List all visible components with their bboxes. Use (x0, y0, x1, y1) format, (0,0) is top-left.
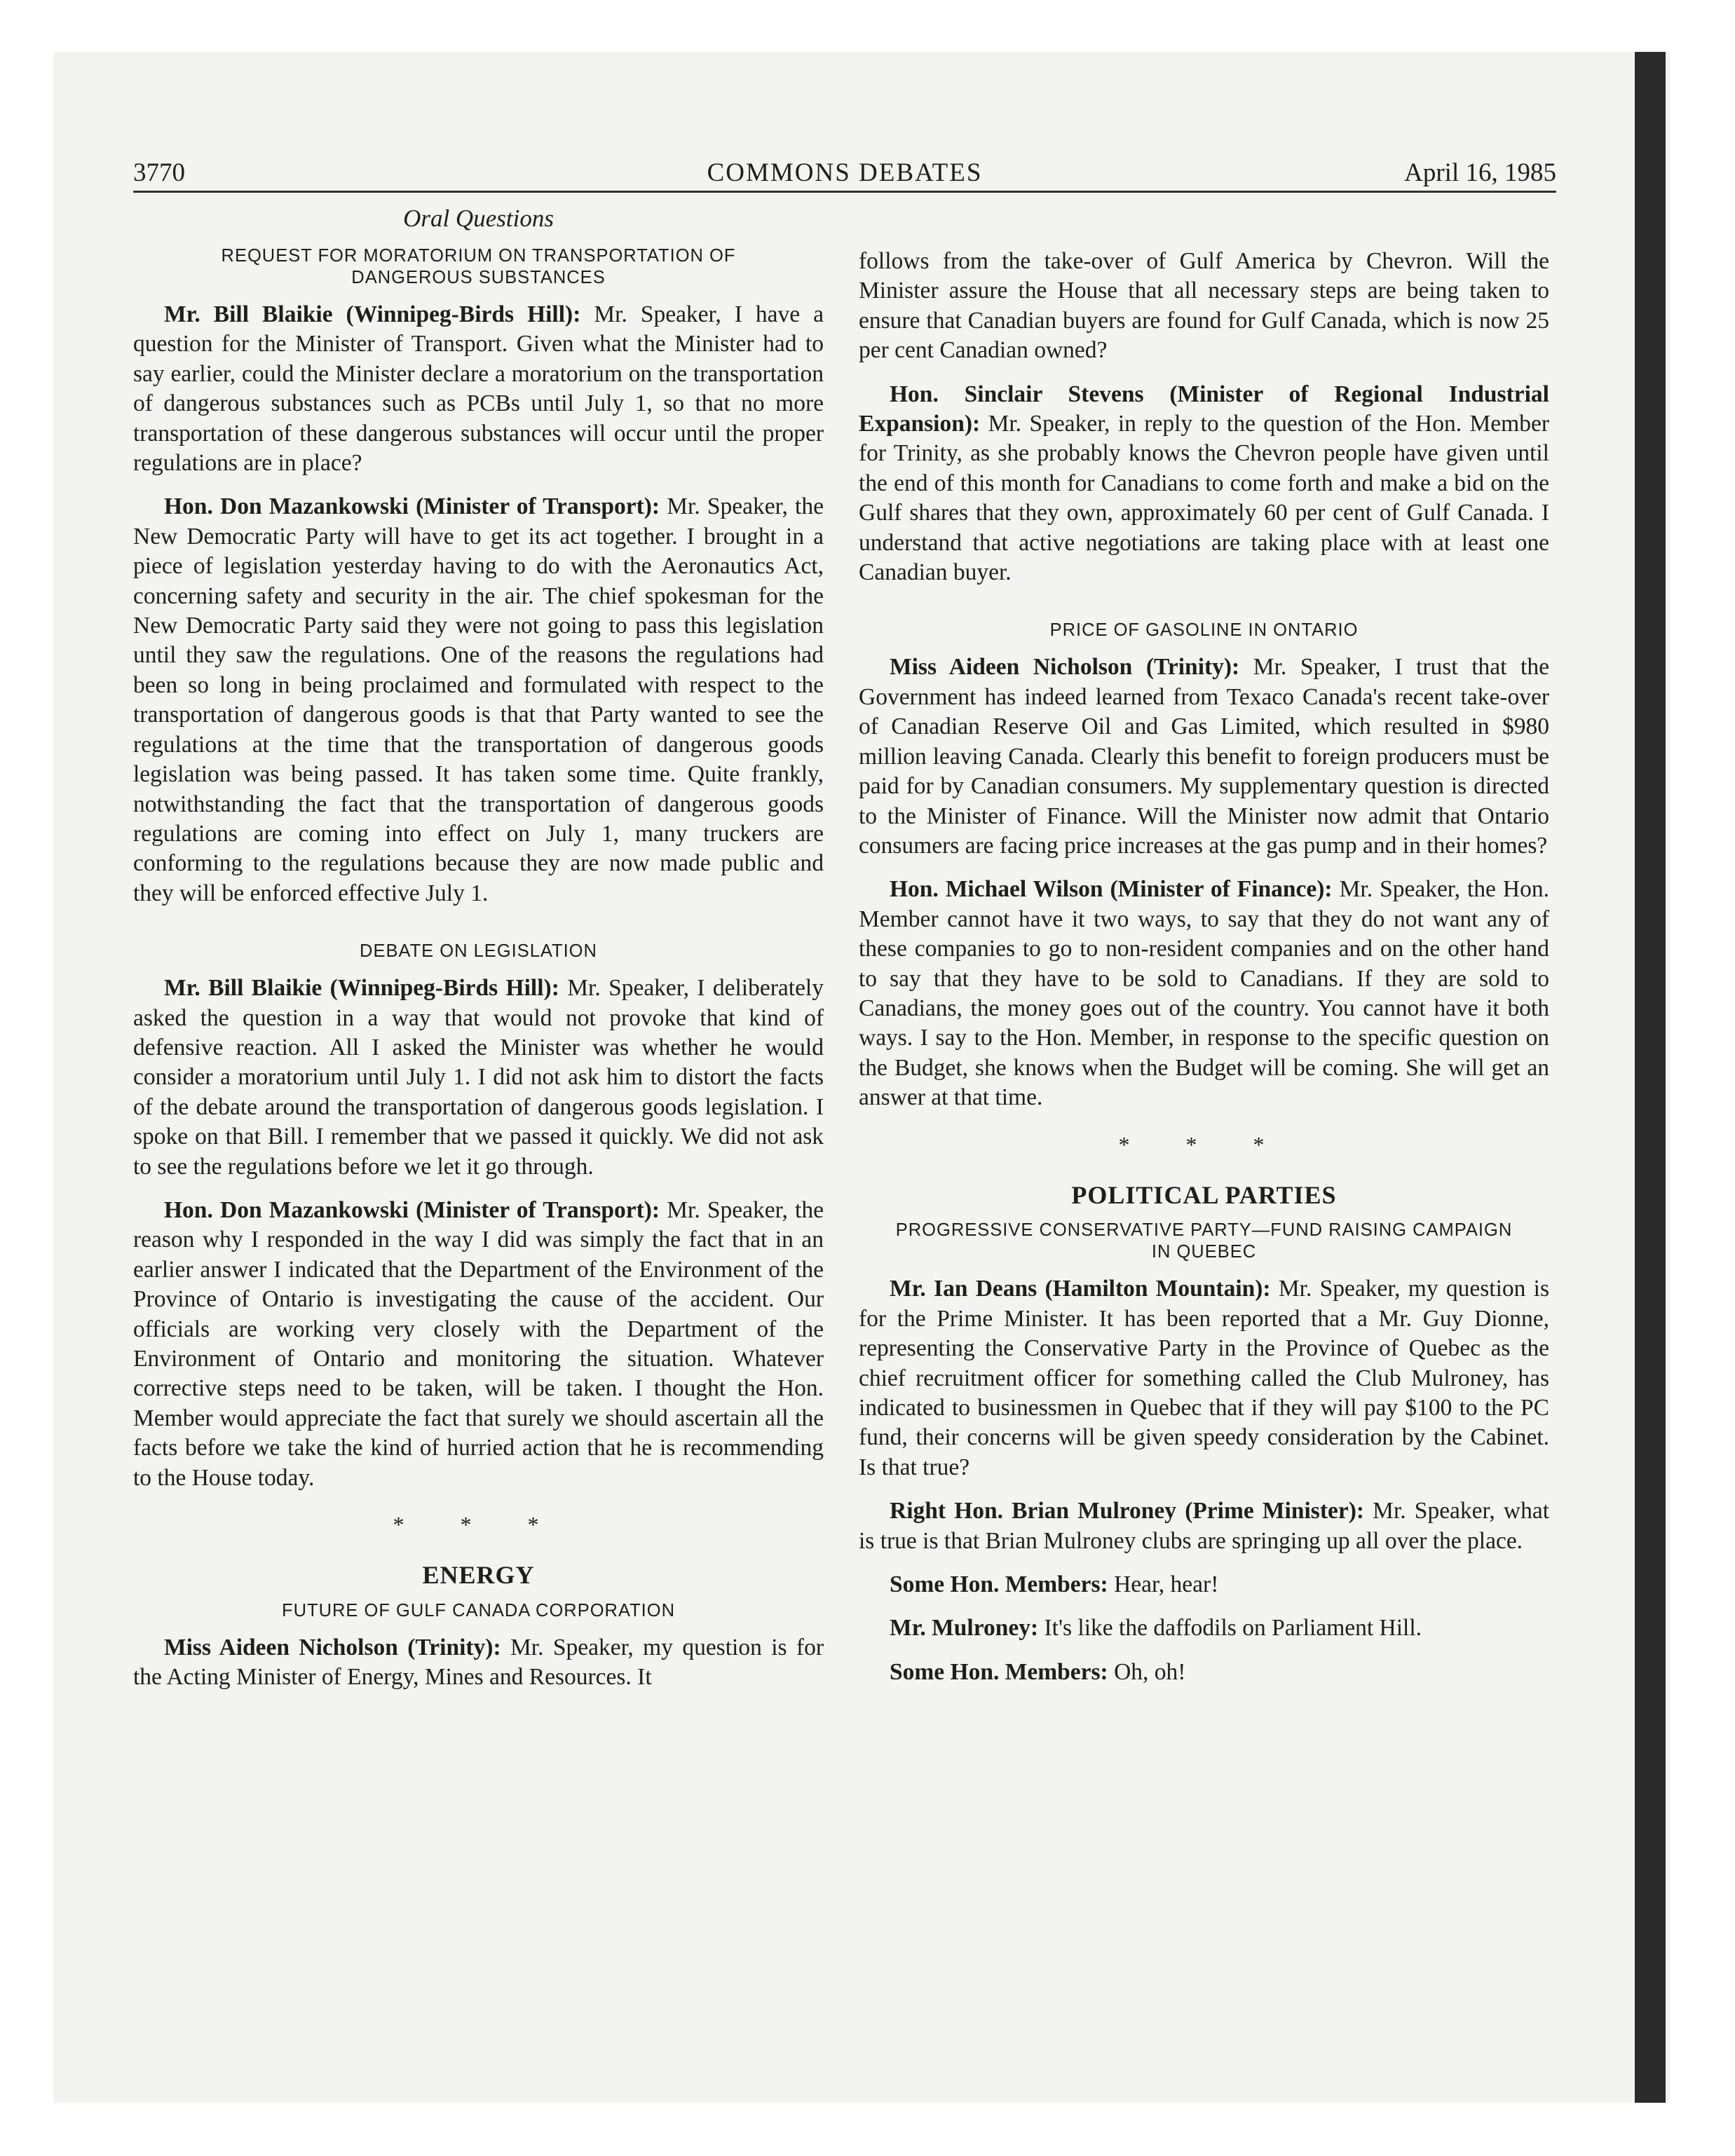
scan-edge-shadow (1635, 52, 1666, 2103)
speaker-name: Right Hon. Brian Mulroney (Prime Minister): (890, 1498, 1365, 1524)
paragraph (133, 1196, 824, 1493)
subheading-fund-raising: PROGRESSIVE CONSERVATIVE PARTY—FUND RAISING CAMPAIGN IN QUEBEC (895, 1220, 1513, 1262)
speaker-name: Hon. Michael Wilson (Minister of Finance): (890, 876, 1333, 903)
paragraph (859, 875, 1549, 1112)
speech-text: Mr. Speaker, my question is for the Prime Minister. It has been reported that a Mr. Guy Dionne, representing the Conservative Party in the Province of Quebec as the chief recruitment officer for something called the Club Mulroney, has indicated to businessmen in Quebec that if they will pay $100 to the PC fund, their concerns will be given speedy consideration by the Cabinet. Is that true? (859, 1276, 1549, 1480)
paragraph (859, 380, 1549, 588)
paragraph (859, 1496, 1549, 1556)
page-number: 3770 (133, 158, 185, 187)
speaker-name: Miss Aideen Nicholson (Trinity): (890, 654, 1240, 681)
paragraph (133, 300, 824, 478)
speech-text: Mr. Speaker, the reason why I responded in the way I did was simply the fact that in an earlier answer I indicated that the Department of the Environment of the Province of Ontario is investigating the cause of the accident. Our officials are working very closely with the Department of the Environment of Ontario and monitoring the situation. Whatever corrective steps need to be taken, will be taken. I thought the Hon. Member would appreciate the fact that surely we should ascertain all the facts before we take the kind of hurried action that he is recommending to the House today. (133, 1196, 824, 1491)
speech-text: Mr. Speaker, the New Democratic Party will have to get its act together. I brought in a piece of legislation yesterday having to do with the Aeronautics Act, concerning safety and security in the air. The chief spokesman for the New Democratic Party said they were not going to pass this legislation until they saw the regulations. One of the reasons the regulations had been so long in being proclaimed and formulated with respect to the transportation of dangerous goods is that that Party wanted to see the regulations at the time that the transportation of dangerous goods legislation was being passed. It has taken some time. Quite frankly, notwithstanding the fact that the transportation of dangerous goods regulations are coming into effect on July 1, many truckers are conforming to the regulations because they are now made public and they will be enforced effective July 1. (133, 493, 824, 906)
left-column (133, 203, 824, 1707)
speech-text: Mr. Speaker, I have a question for the Minister of Transport. Given what the Minister had to say earlier, could the Minister declare a moratorium on the transportation of dangerous substances such as PCBs until July 1, so that no more transportation of these dangerous substances will occur until the proper regulations are in place? (133, 301, 824, 477)
subheading-gulf: FUTURE OF GULF CANADA CORPORATION (282, 1600, 675, 1621)
publication-title: COMMONS DEBATES (707, 158, 983, 187)
speech-text: Mr. Speaker, what is true is that Brian Mulroney clubs are springing up all over the place. (859, 1498, 1550, 1554)
speech-text: Mr. Speaker, in reply to the question of the Hon. Member for Trinity, as she probably knows the Chevron people have given until the end of this month for Canadians to come forth and make a bid on the Gulf shares that they own, approximately 60 per cent of Gulf Canada. I understand that active negotiations are taking place with at least one Canadian buyer. (859, 411, 1549, 586)
speaker-name: Mr. Bill Blaikie (Winnipeg-Birds Hill): (164, 975, 559, 1002)
section-separator: * * * (1118, 1131, 1290, 1157)
paragraph (859, 653, 1549, 861)
heading-political-parties: POLITICAL PARTIES (1071, 1180, 1337, 1209)
paragraph (859, 1570, 1549, 1599)
speaker-name: Hon. Sinclair Stevens (Minister of Regional Industrial Expansion): (859, 381, 1549, 437)
paragraph (859, 1274, 1549, 1482)
subheading-moratorium: REQUEST FOR MORATORIUM ON TRANSPORTATION OF DANGEROUS SUBSTANCES (221, 246, 736, 287)
speech-text: Oh, oh! (1108, 1658, 1186, 1685)
paragraph (133, 1633, 824, 1693)
paragraph (859, 1658, 1549, 1687)
speech-text: Hear, hear! (1108, 1571, 1219, 1598)
right-column (859, 247, 1549, 1701)
section-label: Oral Questions (403, 205, 554, 232)
speech-text: Mr. Speaker, my question is for the Acting Minister of Energy, Mines and Resources. It (133, 1634, 824, 1691)
speech-text: Mr. Speaker, I deliberately asked the question in a way that would not provoke that kind of defensive reaction. All I asked the Minister was whether he would consider a moratorium until July 1. I did not ask him to distort the facts of the debate around the transportation of dangerous goods legislation. I spoke on that Bill. I remember that we passed it quickly. We did not ask to see the regulations before we let it go through. (133, 975, 824, 1180)
paragraph (859, 1613, 1549, 1643)
page-header (133, 156, 1556, 193)
speaker-name: Hon. Don Mazankowski (Minister of Transport): (164, 493, 660, 520)
paragraph (133, 974, 824, 1182)
speech-text: Mr. Speaker, the Hon. Member cannot have it two ways, to say that they do not want any of these companies to go to non-resident companies and on the other hand to say that they have to be sold to Canadians. If they are sold to Canadians, the money goes out of the country. You cannot have it both ways. I say to the Hon. Member, in response to the specific question on the Budget, she knows when the Budget will be coming. She will get an answer at that time. (859, 876, 1549, 1111)
section-separator: * * * (393, 1512, 564, 1538)
speaker-name: Mr. Mulroney: (890, 1615, 1039, 1642)
speech-text: It's like the daffodils on Parliament Hill. (1038, 1615, 1422, 1642)
speaker-name: Mr. Ian Deans (Hamilton Mountain): (890, 1276, 1271, 1302)
paragraph: follows from the take-over of Gulf America by Chevron. Will the Minister assure the House that all necessary steps are being taken to ensure that Canadian buyers are found for Gulf Canada, which is now 25 per cent Canadian owned? (859, 248, 1549, 364)
speech-text: Mr. Speaker, I trust that the Government has indeed learned from Texaco Canada's recent take-over of Canadian Reserve Oil and Gas Limited, which resulted in $980 million leaving Canada. Clearly this benefit to foreign producers must be paid for by Canadian consumers. My supplementary question is directed to the Minister of Finance. Will the Minister now admit that Ontario consumers are facing price increases at the gas pump and in their homes? (859, 654, 1549, 859)
paragraph (133, 492, 824, 908)
speaker-name: Mr. Bill Blaikie (Winnipeg-Birds Hill): (164, 301, 581, 327)
publication-date: April 16, 1985 (1404, 158, 1556, 187)
subheading-debate: DEBATE ON LEGISLATION (360, 941, 597, 962)
speaker-name: Hon. Don Mazankowski (Minister of Transport): (164, 1196, 660, 1223)
subheading-gasoline: PRICE OF GASOLINE IN ONTARIO (1049, 620, 1359, 641)
speaker-name: Some Hon. Members: (890, 1658, 1108, 1685)
heading-energy: ENERGY (422, 1561, 535, 1590)
speaker-name: Some Hon. Members: (890, 1571, 1108, 1598)
speaker-name: Miss Aideen Nicholson (Trinity): (164, 1634, 501, 1660)
